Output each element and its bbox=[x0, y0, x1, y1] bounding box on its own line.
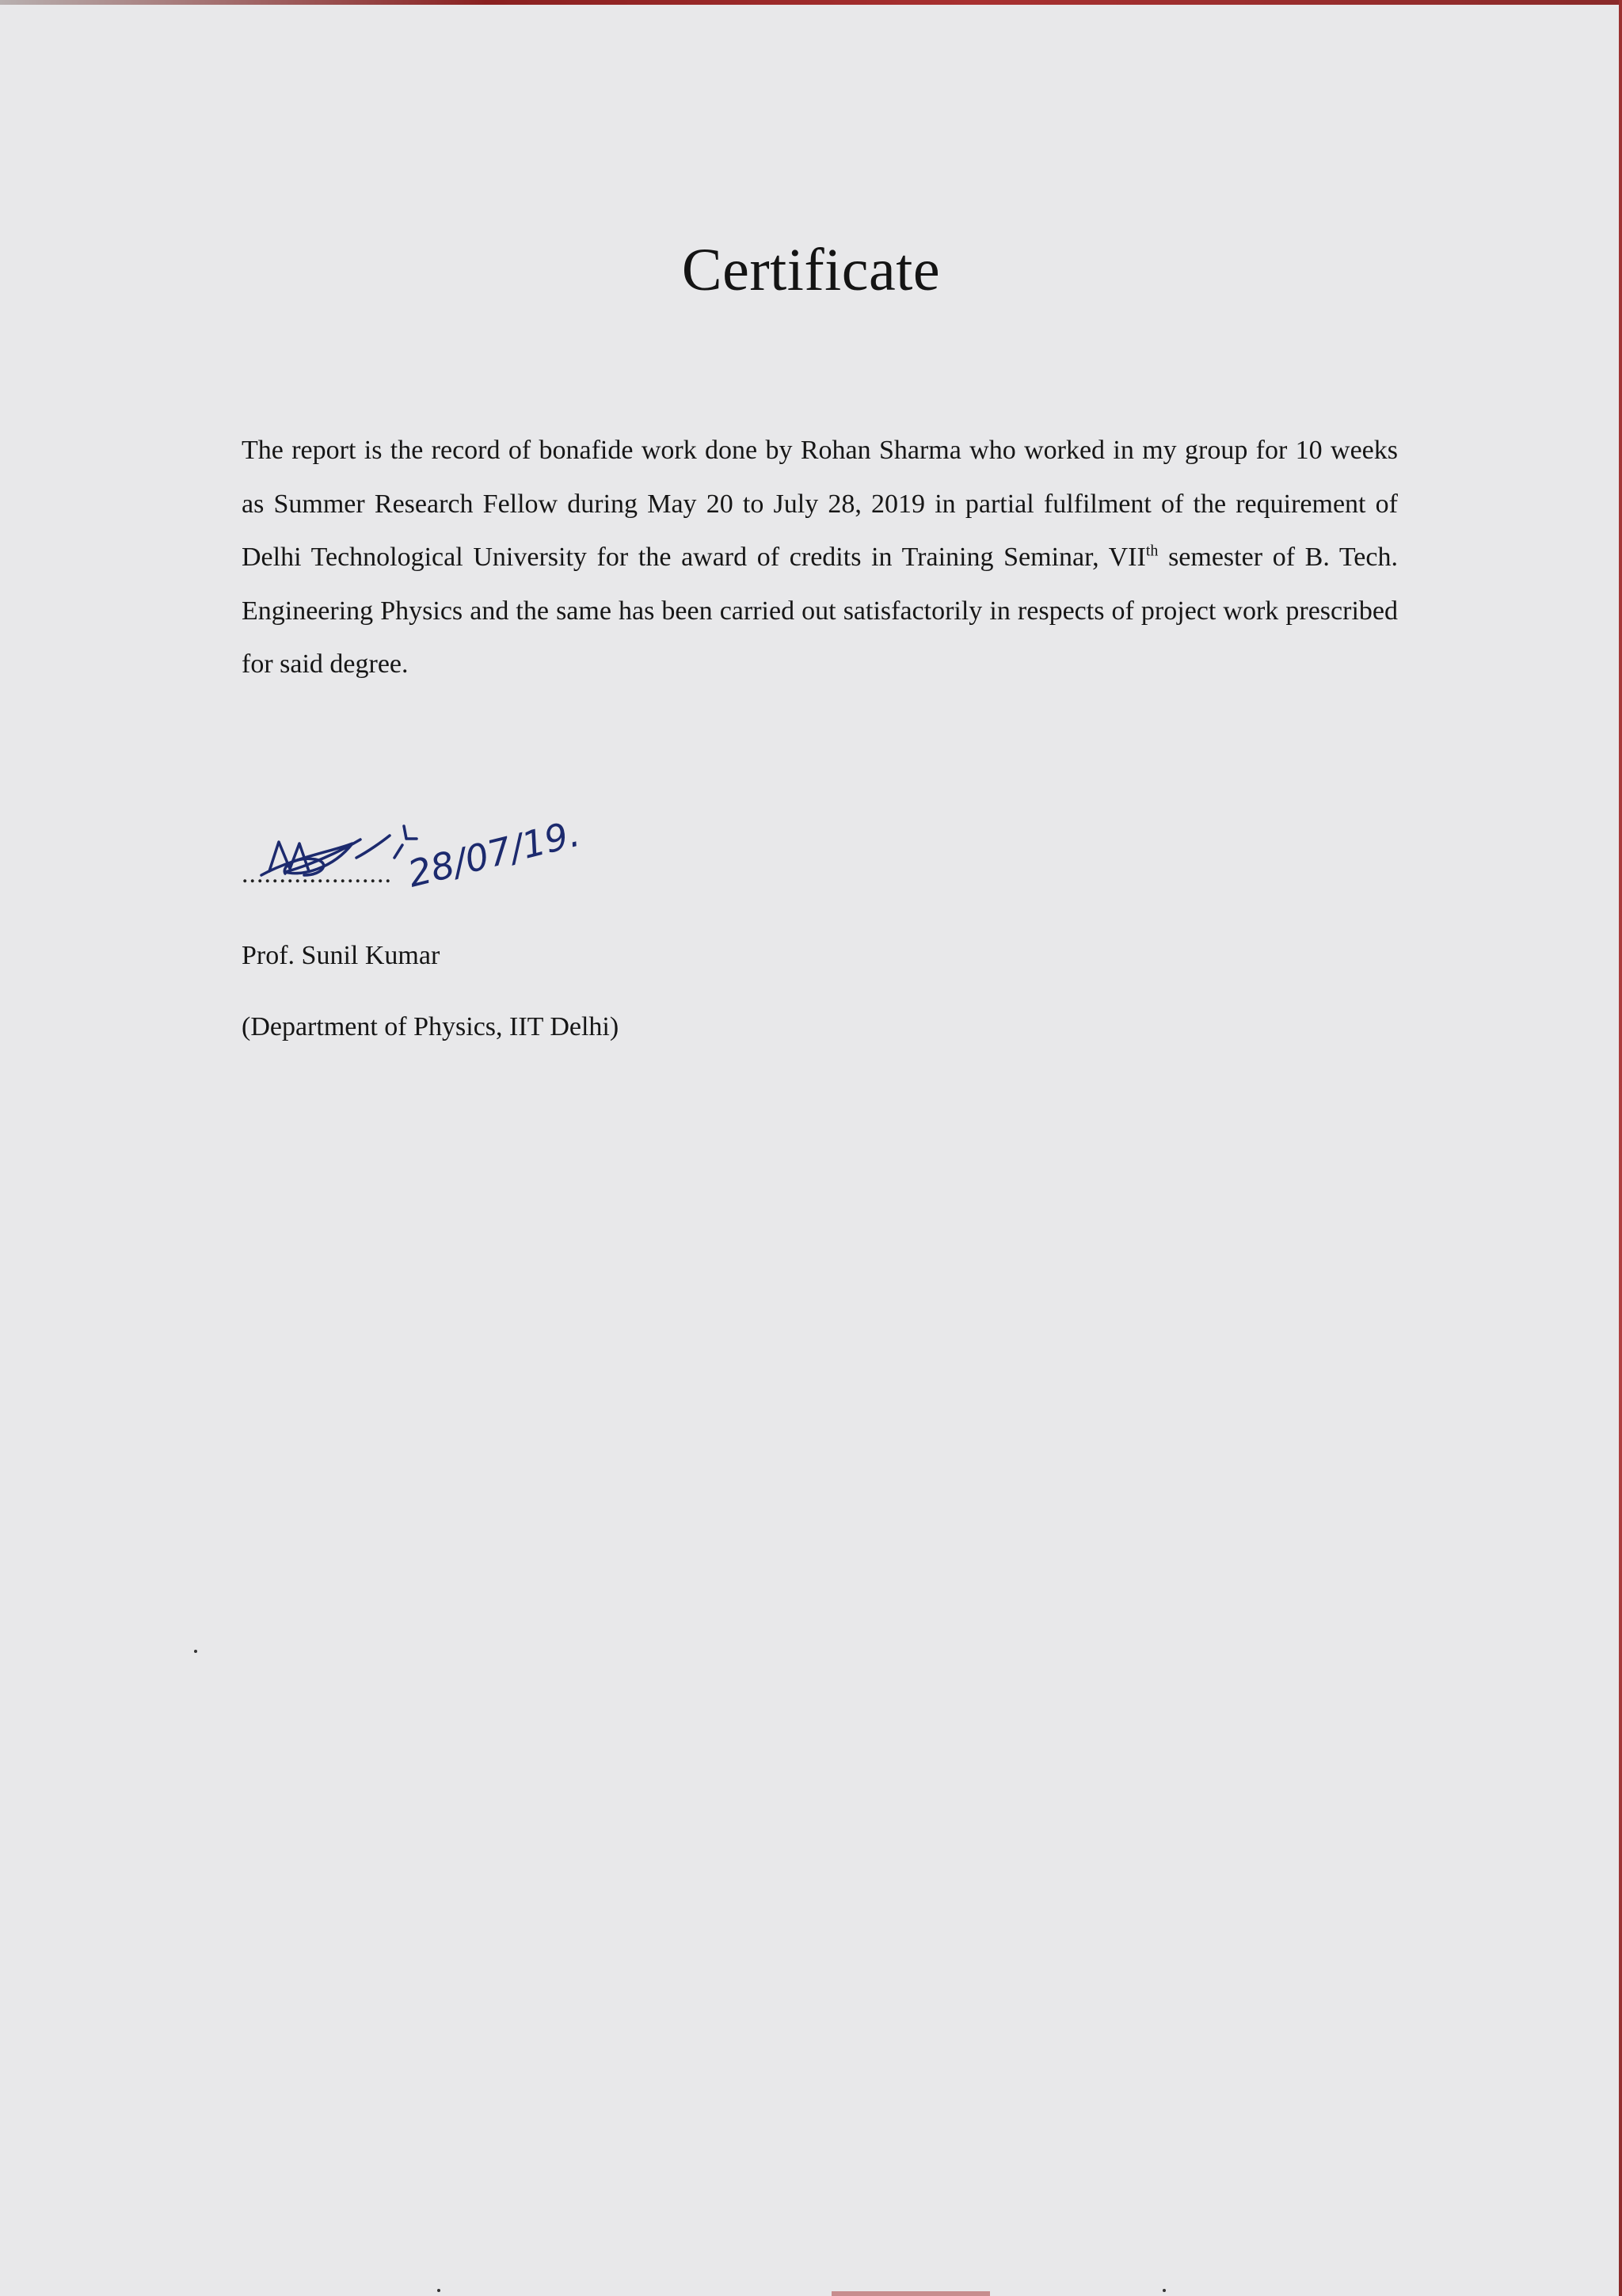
signer-department: (Department of Physics, IIT Delhi) bbox=[242, 1012, 619, 1041]
paper-top-edge bbox=[0, 0, 1622, 5]
body-text-main: The report is the record of bonafide work done by Rohan Sharma who worked in my group for 10 weeks as Summer Research Fellow during May 20 to July 28, 2019 in partial fulfilment of the requirement of Delhi Technological University for the award of credits in Training Seminar, VII bbox=[242, 436, 1398, 572]
certificate-body bbox=[242, 424, 1398, 691]
signer-name: Prof. Sunil Kumar bbox=[242, 941, 440, 970]
paper-speck bbox=[194, 1650, 197, 1653]
signature-line: .................... bbox=[242, 859, 392, 889]
body-text-end: semester of B. Tech. Engineering Physics and the same has been carried out satisfactorily in respects of project work prescribed for said degree. bbox=[242, 543, 1398, 679]
ordinal-suffix: th bbox=[1145, 542, 1159, 560]
handwritten-date: 28/07/19. bbox=[403, 811, 584, 896]
paper-bottom-mark bbox=[832, 2291, 990, 2296]
handwritten-signature bbox=[238, 796, 649, 915]
document-title: Certificate bbox=[681, 237, 941, 303]
paper-speck bbox=[1163, 2289, 1166, 2292]
paper-right-edge bbox=[1619, 0, 1622, 2296]
paper-speck bbox=[437, 2289, 440, 2292]
